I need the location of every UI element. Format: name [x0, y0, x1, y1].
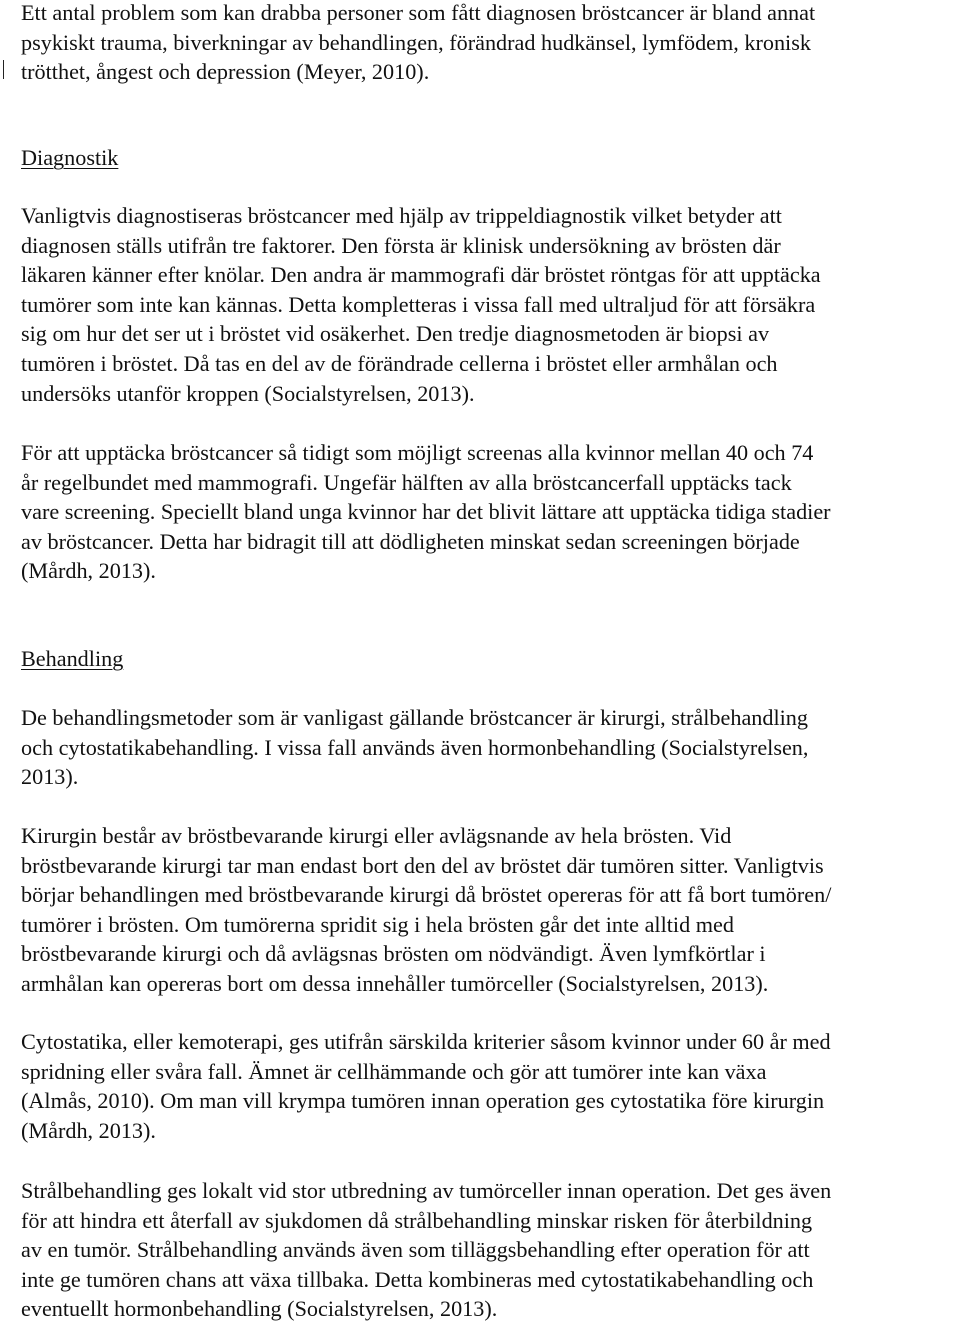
text-line: De behandlingsmetoder som är vanligast gällande bröstcancer är kirurgi, strålbehandling [21, 705, 808, 730]
text-line: sig om hur det ser ut i bröstet vid osäkerhet. Den tredje diagnosmetoden är biopsi av [21, 321, 770, 347]
text-line: inte ge tumören chans att växa tillbaka. Detta kombineras med cytostatikabehandling och [21, 1266, 814, 1292]
text-line: tumörer som inte kan kännas. Detta kompletteras i vissa fall med ultraljud för att försäkra [21, 291, 816, 317]
behandling-paragraph-2 [21, 821, 831, 999]
revision-change-bar [3, 60, 4, 79]
text-line: bröstbevarande kirurgi tar man endast bort den del av bröstet där tumören sitter. Vanligtvis [21, 852, 824, 878]
text-line: tumören i bröstet. Då tas en del av de förändrade cellerna i bröstet eller armhålan och [21, 350, 778, 376]
text-line: undersöks utanför kroppen (Socialstyrelsen, 2013). [21, 380, 475, 406]
text-line: och cytostatikabehandling. I vissa fall används även hormonbehandling (Socialstyrelsen, [21, 734, 809, 760]
text-line: För att upptäcka bröstcancer så tidigt som möjligt screenas alla kvinnor mellan 40 och 74 [21, 440, 814, 465]
text-line: Ett antal problem som kan drabba personer som fått diagnosen bröstcancer är bland annat [21, 0, 816, 25]
text-line: börjar behandlingen med bröstbevarande kirurgi då bröstet opereras för att få bort tumören/ [21, 882, 832, 908]
text-line: (Mårdh, 2013). [21, 558, 156, 584]
text-line: 2013). [21, 764, 79, 790]
text-line: år regelbundet med mammografi. Ungefär hälften av alla bröstcancerfall upptäcks tack [21, 469, 792, 495]
text-line: Kirurgin består av bröstbevarande kirurgi eller avlägsnande av hela brösten. Vid [21, 823, 732, 848]
behandling-paragraph-1 [21, 703, 808, 792]
text-line: av en tumör. Strålbehandling används även som tilläggsbehandling efter operation för att [21, 1237, 810, 1263]
text-line: (Almås, 2010). Om man vill krympa tumören innan operation ges cytostatika före kirurgin [21, 1088, 825, 1114]
text-line: diagnosen ställs utifrån tre faktorer. Den första är klinisk undersökning av brösten där [21, 232, 781, 258]
text-line: vare screening. Speciellt bland unga kvinnor har det blivit lättare att upptäcka tidiga stadier [21, 499, 831, 525]
text-line: Cytostatika, eller kemoterapi, ges utifrån särskilda kriterier såsom kvinnor under 60 år med [21, 1029, 831, 1054]
diagnostik-paragraph-1 [21, 201, 821, 408]
text-line: spridning eller svåra fall. Ämnet är cellhämmande och gör att tumörer inte kan växa [21, 1058, 767, 1084]
text-line: läkaren känner efter knölar. Den andra är mammografi där bröstet röntgas för att upptäcka [21, 262, 821, 288]
text-line: Strålbehandling ges lokalt vid stor utbredning av tumörceller innan operation. Det ges även [21, 1178, 832, 1203]
text-line: psykiskt trauma, biverkningar av behandlingen, förändrad hudkänsel, lymfödem, kronisk [21, 29, 811, 55]
diagnostik-paragraph-2 [21, 438, 831, 586]
text-line: för att hindra ett återfall av sjukdomen då strålbehandling minskar risken för återbildning [21, 1207, 813, 1233]
behandling-paragraph-4 [21, 1176, 831, 1324]
section-heading-behandling: Behandling [21, 646, 124, 671]
text-line: (Mårdh, 2013). [21, 1117, 156, 1143]
text-line: Vanligtvis diagnostiseras bröstcancer med hjälp av trippeldiagnostik vilket betyder att [21, 203, 782, 228]
text-line: bröstbevarande kirurgi och då avlägsnas brösten om nödvändigt. Även lymfkörtlar i [21, 941, 766, 967]
behandling-paragraph-3 [21, 1027, 831, 1145]
text-line: armhålan kan opereras bort om dessa innehåller tumörceller (Socialstyrelsen, 2013). [21, 970, 769, 996]
text-line: tumörer i brösten. Om tumörerna spridit sig i hela brösten går det inte alltid med [21, 911, 734, 937]
section-heading-diagnostik: Diagnostik [21, 145, 119, 170]
text-line: trötthet, ångest och depression (Meyer, 2010). [21, 59, 430, 85]
text-line: eventuellt hormonbehandling (Socialstyrelsen, 2013). [21, 1296, 498, 1322]
text-line: av bröstcancer. Detta har bidragit till att dödligheten minskat sedan screeningen började [21, 528, 800, 554]
intro-paragraph [21, 0, 815, 87]
